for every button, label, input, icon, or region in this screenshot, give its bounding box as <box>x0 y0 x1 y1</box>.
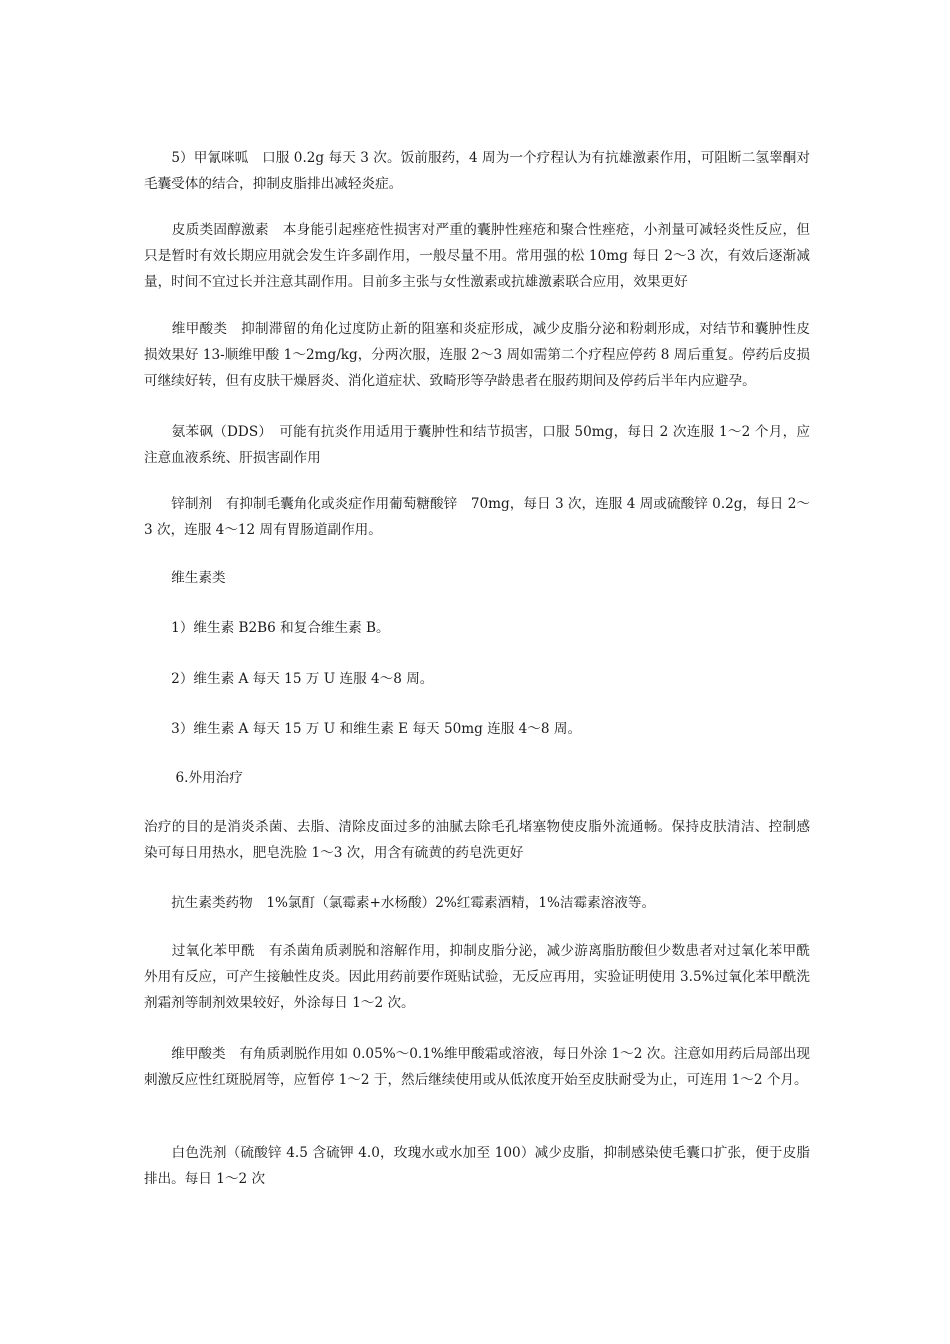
paragraph-antibiotics: 抗生素类药物 1%氯酊（氯霉素+水杨酸）2%红霉素酒精，1%洁霉素溶液等。 <box>144 895 656 911</box>
paragraph-retinoids-topical: 维甲酸类 有角质剥脱作用如 0.05%～0.1%维甲酸霜或溶液，每日外涂 1～2 次。注意如用药后局部出现刺激反应性红斑脱屑等，应暂停 1～2 于，然后继续使用或从低浓度开始至皮肤耐受为止，可连用 1～2 个月。 <box>144 1046 810 1088</box>
paragraph-zinc: 锌制剂 有抑制毛囊角化或炎症作用葡萄糖酸锌 70mg，每日 3 次，连服 4 周或硫酸锌 0.2g，每日 2～3 次，连服 4～12 周有胃肠道副作用。 <box>144 496 810 538</box>
paragraph-retinoids-oral: 维甲酸类 抑制滞留的角化过度防止新的阻塞和炎症形成，减少皮脂分泌和粉刺形成，对结节和囊肿性皮损效果好 13-顺维甲酸 1～2mg/kg，分两次服，连服 2～3 周如需第二个疗程应停药 8 周后重复。停药后皮损可继续好转，但有皮肤干燥唇炎、消化道症状、致畸形等孕龄患者在服药期间及停药后半年内应避孕。 <box>144 321 810 389</box>
paragraph-vitamin-3: 3）维生素 A 每天 15 万 U 和维生素 E 每天 50mg 连服 4～8 周。 <box>144 721 582 737</box>
paragraph-cimetidine: 5）甲氰咪呱 口服 0.2g 每天 3 次。饭前服药，4 周为一个疗程认为有抗雄激素作用，可阻断二氢睾酮对毛囊受体的结合，抑制皮脂排出减轻炎症。 <box>144 150 810 192</box>
paragraph-vitamins-heading: 维生素类 <box>144 570 226 586</box>
paragraph-benzoyl-peroxide: 过氧化苯甲酰 有杀菌角质剥脱和溶解作用，抑制皮脂分泌，减少游离脂肪酸但少数患者对过氧化苯甲酰外用有反应，可产生接触性皮炎。因此用药前要作斑贴试验，无反应再用，实验证明使用 3.5%过氧化苯甲酰洗剂霜剂等制剂效果较好，外涂每日 1～2 次。 <box>144 943 810 1011</box>
paragraph-dapsone: 氨苯砜（DDS） 可能有抗炎作用适用于囊肿性和结节损害，口服 50mg，每日 2 次连服 1～2 个月，应注意血液系统、肝损害副作用 <box>144 424 810 466</box>
paragraph-treatment-goal: 治疗的目的是消炎杀菌、去脂、清除皮面过多的油腻去除毛孔堵塞物使皮脂外流通畅。保持皮肤清洁、控制感染可每日用热水，肥皂洗脸 1～3 次，用含有硫黄的药皂洗更好 <box>144 819 810 861</box>
paragraph-corticosteroids: 皮质类固醇激素 本身能引起痤疮性损害对严重的囊肿性痤疮和聚合性痤疮，小剂量可减轻炎性反应，但只是暂时有效长期应用就会发生许多副作用，一般尽量不用。常用强的松 10mg 每日 2～3 次，有效后逐渐减量，时间不宜过长并注意其副作用。目前多主张与女性激素或抗雄激素联合应用，效果更好 <box>144 222 810 290</box>
paragraph-vitamin-1: 1）维生素 B2B6 和复合维生素 B。 <box>144 620 390 636</box>
paragraph-vitamin-2: 2）维生素 A 每天 15 万 U 连服 4～8 周。 <box>144 671 434 687</box>
section-heading-topical: 6.外用治疗 <box>144 770 243 786</box>
paragraph-white-lotion: 白色洗剂（硫酸锌 4.5 含硫钾 4.0，玫瑰水或水加至 100）减少皮脂，抑制感染使毛囊口扩张，便于皮脂排出。每日 1～2 次 <box>144 1145 810 1187</box>
